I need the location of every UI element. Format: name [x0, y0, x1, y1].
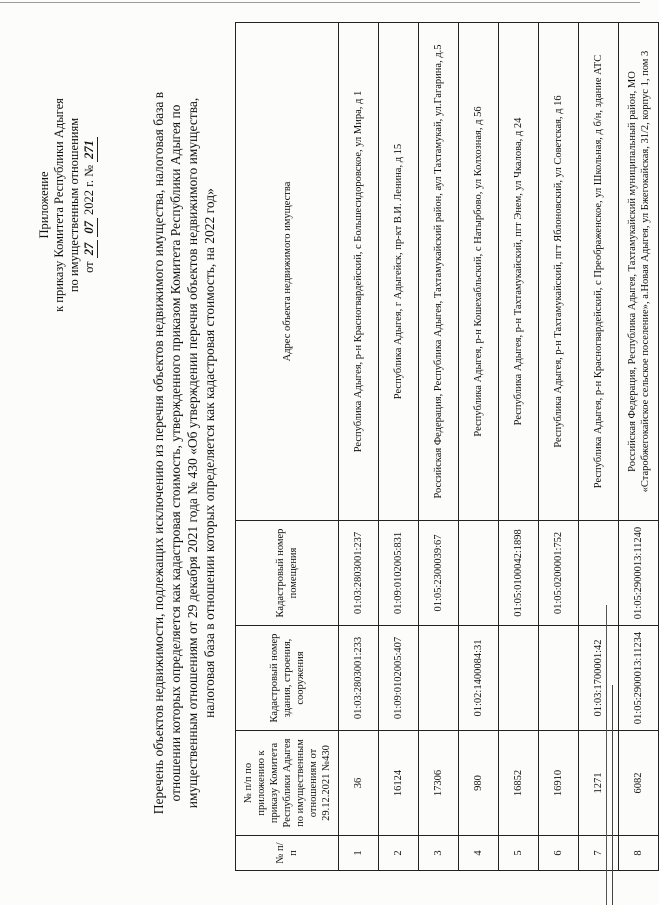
- cell-index: 3: [419, 836, 459, 871]
- number-prefix: №: [82, 164, 96, 177]
- cell-address: Российская Федерация, Республика Адыгея, Тахтамукайский муниципальный район, МО «Старобжегокайское сельское поселение», а.Новая Адыгея, ул Бжегокайская, 31/2, корпус 1, пом 3: [619, 23, 659, 521]
- cell-reference: 16124: [379, 731, 419, 836]
- table-header-row: [236, 23, 339, 871]
- cell-building-cadastral: 01:03:1700001:42: [579, 626, 619, 731]
- appendix-order-ref: к приказу Комитета Республики Адыгея: [52, 98, 66, 312]
- cell-building-cadastral: [539, 626, 579, 731]
- appendix-header: [37, 90, 98, 320]
- appendix-date-number: [82, 90, 98, 320]
- table-row: [539, 23, 579, 871]
- cell-reference: 36: [339, 731, 379, 836]
- cell-address: Республика Адыгея, р-н Красногвардейский, с Большесидоровское, ул Мира, д 1: [339, 23, 379, 521]
- date-prefix: от: [82, 261, 96, 273]
- cell-index: 8: [619, 836, 659, 871]
- cell-address: Республика Адыгея, р-н Тахтамукайский, пгт Энем, ул Чкалова, д 24: [499, 23, 539, 521]
- cell-address: Республика Адыгея, р-н Красногвардейский, с Преображенское, ул Школьная, д б/н, здание АТС: [579, 23, 619, 521]
- table-row: [379, 23, 419, 871]
- table-row: [339, 23, 379, 871]
- cell-room-cadastral: [459, 521, 499, 626]
- cell-reference: 6082: [619, 731, 659, 836]
- date-year: 2022 г.: [82, 180, 96, 215]
- header-building-cadastral: Кадастровый номер здания, строения, сооружения: [236, 626, 339, 731]
- header-index: № п/п: [236, 836, 339, 871]
- table-row: [459, 23, 499, 871]
- appendix-committee-line: по имущественным отношениям: [67, 117, 81, 293]
- objects-table: [235, 22, 659, 871]
- cell-index: 4: [459, 836, 499, 871]
- cell-index: 5: [499, 836, 539, 871]
- cell-reference: 16852: [499, 731, 539, 836]
- cell-building-cadastral: [419, 626, 459, 731]
- cell-address: Российская Федерация, Республика Адыгея, Тахтамукайский район, аул Тахтамукай, ул.Гагарина, д.5: [419, 23, 459, 521]
- date-day: 27: [82, 240, 98, 259]
- cell-room-cadastral: [579, 521, 619, 626]
- cell-room-cadastral: 01:05:0200001:752: [539, 521, 579, 626]
- cell-building-cadastral: 01:05:2900013:11234: [619, 626, 659, 731]
- cell-reference: 17306: [419, 731, 459, 836]
- cell-building-cadastral: 01:03:2803001:233: [339, 626, 379, 731]
- table-row: [619, 23, 659, 871]
- header-room-cadastral: Кадастровый номер помещения: [236, 521, 339, 626]
- document-title: Перечень объектов недвижимости, подлежащих исключению из перечня объектов недвижимого имущества, налоговая база в отношении которых определяется как кадастровая стоимость, утвержденного приказом Комитета Республики Адыгея по имущественным отношениям от 29 декабря 2021 года № 430 «Об утверждении перечня объектов недвижимого имущества, налоговая база в отношении которых определяется как кадастровая стоимость, на 2022 год»: [151, 91, 217, 815]
- cell-building-cadastral: 01:09:0102005:407: [379, 626, 419, 731]
- cell-address: Республика Адыгея, р-н Кошехабльский, с Натырбово, ул Колхозная, д 56: [459, 23, 499, 521]
- header-address: Адрес объекта недвижимого имущества: [236, 23, 339, 521]
- order-number: 271: [82, 137, 98, 162]
- table-row: [499, 23, 539, 871]
- cell-room-cadastral: 01:05:2300039:67: [419, 521, 459, 626]
- appendix-label: Приложение: [37, 171, 51, 239]
- cell-room-cadastral: 01:09:0102005:831: [379, 521, 419, 626]
- cell-room-cadastral: 01:03:2803001:237: [339, 521, 379, 626]
- cell-building-cadastral: [499, 626, 539, 731]
- cell-reference: 16910: [539, 731, 579, 836]
- scan-edge-line: [606, 605, 607, 905]
- date-month: 07: [82, 218, 98, 237]
- cell-index: 2: [379, 836, 419, 871]
- table-row: [419, 23, 459, 871]
- cell-reference: 1271: [579, 731, 619, 836]
- scan-edge-line: [612, 685, 613, 905]
- cell-index: 7: [579, 836, 619, 871]
- cell-address: Республика Адыгея, р-н Тахтамукайский, пгт Яблоновский, ул Советская, д 16: [539, 23, 579, 521]
- cell-building-cadastral: 01:02:1400084:31: [459, 626, 499, 731]
- cell-room-cadastral: 01:05:2900013:11240: [619, 521, 659, 626]
- cell-reference: 980: [459, 731, 499, 836]
- cell-index: 1: [339, 836, 379, 871]
- cell-address: Республика Адыгея, г Адыгейск, пр-кт В.И. Ленина, д 15: [379, 23, 419, 521]
- header-reference: № п/п по приложению к приказу Комитета Республики Адыгея по имущественным отношениям от 29.12.2021 №430: [236, 731, 339, 836]
- cell-room-cadastral: 01:05:0100042:1898: [499, 521, 539, 626]
- cell-index: 6: [539, 836, 579, 871]
